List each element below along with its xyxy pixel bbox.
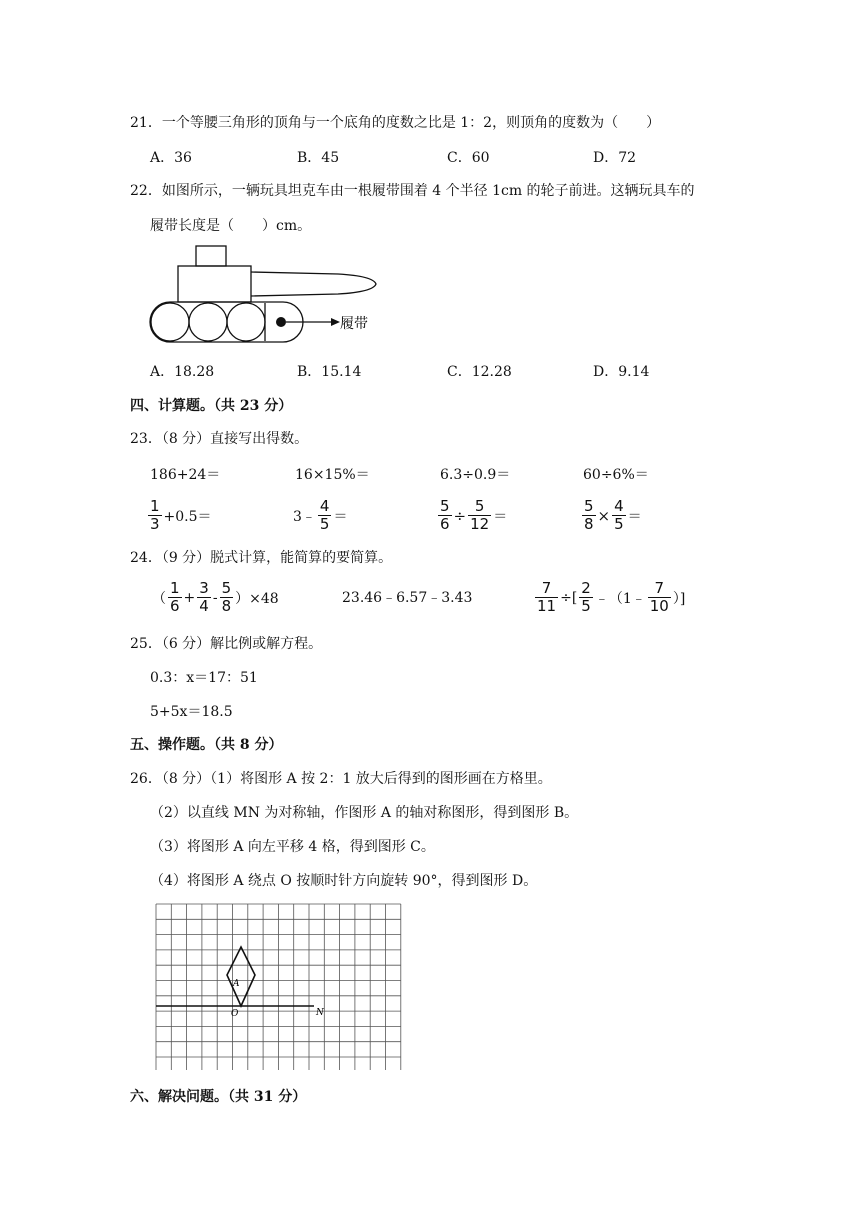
q22-option-a: A．18.28 <box>150 364 215 380</box>
q21-option-d: D．72 <box>593 150 637 166</box>
q22-stem-line1: 22．如图所示，一辆玩具坦克车由一根履带围着 4 个半径 1cm 的轮子前进。这辆玩具车的 <box>130 183 695 199</box>
q26-stem: 26．（8 分）（1）将图形 A 按 2：1 放大后得到的图形画在方格里。 <box>130 771 552 787</box>
q23-stem: 23．（8 分）直接写出得数。 <box>130 431 309 447</box>
q25-equation-1: 0.3：x＝17：51 <box>150 670 258 686</box>
q24-expr-3: $\frac{7}{11}$ ÷[ $\frac{2}{5}$ ﹣（1﹣ $\frac{7}{10}$ ）] <box>537 579 686 615</box>
q21-option-a: A．36 <box>150 150 192 166</box>
q23-item-5: $\frac{1}{3}$ +0.5＝ <box>150 497 212 533</box>
q21-option-b: B．45 <box>297 150 340 166</box>
shape-a <box>227 947 255 1006</box>
q25-equation-2: 5+5x＝18.5 <box>150 704 233 720</box>
q24-stem: 24．（9 分）脱式计算，能简算的要简算。 <box>130 550 393 566</box>
q24-expr-1: （ $\frac{1}{6}$ + $\frac{3}{4}$ - $\frac{5}{8}$ ）×48 <box>152 579 279 615</box>
label-n: N <box>316 1008 324 1018</box>
q21-option-c: C．60 <box>447 150 490 166</box>
q23-item-1: 186+24＝ <box>150 467 221 483</box>
q22-stem-line2: 履带长度是（ ）cm。 <box>150 218 312 234</box>
grid-figure <box>150 900 406 1070</box>
q25-stem: 25．（6 分）解比例或解方程。 <box>130 636 323 652</box>
q23-item-6: 3﹣ $\frac{4}{5}$ ＝ <box>293 497 348 533</box>
q23-item-2: 16×15%＝ <box>295 467 370 483</box>
q26-part-3: （3）将图形 A 向左平移 4 格，得到图形 C。 <box>150 839 435 855</box>
section-4-heading: 四、计算题。（共 23 分） <box>130 398 293 414</box>
track-label: 履带 <box>340 316 368 332</box>
q26-part-2: （2）以直线 MN 为对称轴，作图形 A 的轴对称图形，得到图形 B。 <box>150 805 579 821</box>
q23-item-7: $\frac{5}{6}$ ÷ $\frac{5}{12}$ ＝ <box>440 497 508 533</box>
q23-item-3: 6.3÷0.9＝ <box>440 467 511 483</box>
section-6-heading: 六、解决问题。（共 31 分） <box>130 1089 307 1105</box>
q23-item-8: $\frac{5}{8}$ × $\frac{4}{5}$ ＝ <box>584 497 642 533</box>
section-5-heading: 五、操作题。（共 8 分） <box>130 737 283 753</box>
q26-part-4: （4）将图形 A 绕点 O 按顺时针方向旋转 90°，得到图形 D。 <box>150 873 538 889</box>
label-o: O <box>231 1009 239 1019</box>
q23-item-4: 60÷6%＝ <box>583 467 649 483</box>
q22-option-c: C．12.28 <box>447 364 512 380</box>
q22-option-d: D．9.14 <box>593 364 650 380</box>
q24-expr-2: 23.46﹣6.57﹣3.43 <box>342 590 473 606</box>
q22-option-b: B．15.14 <box>297 364 362 380</box>
q21-stem: 21．一个等腰三角形的顶角与一个底角的度数之比是 1：2，则顶角的度数为（ ） <box>130 115 661 131</box>
tank-figure <box>148 244 408 344</box>
label-a: A <box>233 979 240 989</box>
